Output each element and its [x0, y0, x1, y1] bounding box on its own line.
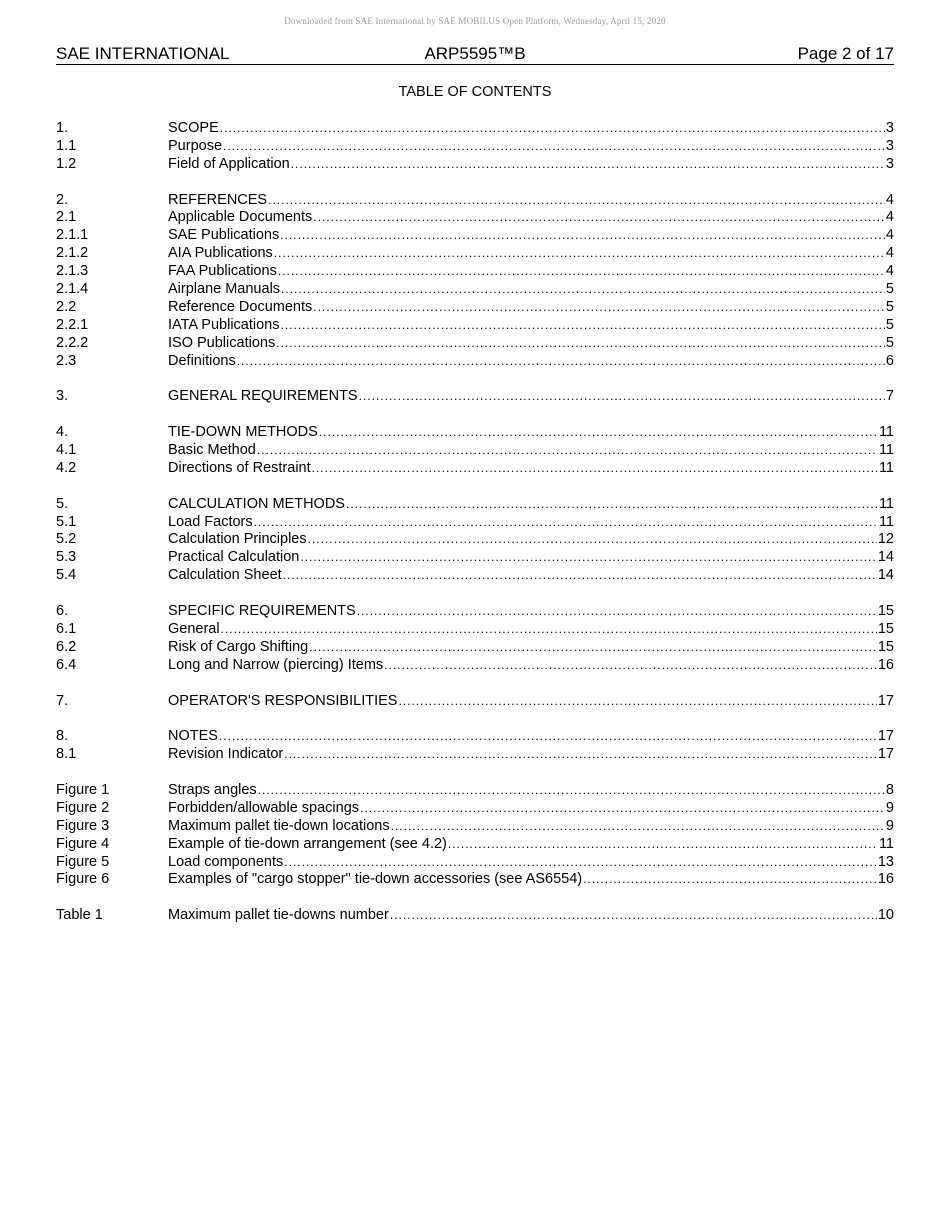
toc-dot-leader [220, 120, 885, 138]
toc-section-number: 6.2 [56, 638, 77, 655]
toc-dot-leader [237, 353, 885, 371]
toc-dot-leader [254, 514, 878, 532]
toc-entry[interactable] [168, 907, 894, 925]
toc-dot-leader [384, 657, 877, 675]
header-organization: SAE INTERNATIONAL [56, 44, 230, 63]
toc-dot-leader [276, 335, 885, 353]
toc-section-title[interactable]: Calculation Sheet [168, 567, 282, 584]
toc-section-title[interactable]: Definitions [168, 352, 236, 369]
toc-entry[interactable] [168, 353, 894, 371]
toc-section-number: 7. [56, 692, 69, 709]
toc-dot-leader [281, 317, 885, 335]
toc-dot-leader [313, 209, 885, 227]
toc-page-number[interactable]: 4 [885, 245, 894, 262]
toc-section-number: 5.3 [56, 549, 77, 566]
toc-dot-leader [283, 567, 877, 585]
toc-row[interactable] [56, 621, 894, 639]
toc-section-title[interactable]: SCOPE [168, 120, 219, 136]
toc-row[interactable] [56, 353, 894, 371]
toc-dot-leader [359, 388, 885, 406]
toc-dot-leader [448, 836, 878, 854]
toc-page-number[interactable]: 5 [885, 316, 894, 333]
toc-section-title[interactable]: General [168, 620, 220, 637]
toc-row[interactable] [56, 514, 894, 532]
toc-page-number[interactable]: 9 [885, 817, 894, 834]
toc-dot-leader [300, 549, 876, 567]
toc-section-title[interactable]: Maximum pallet tie-down locations [168, 817, 390, 834]
toc-entry[interactable] [168, 531, 894, 549]
toc-row[interactable] [56, 442, 894, 460]
toc-page-number[interactable]: 11 [878, 442, 894, 459]
toc-section-number: 2.2 [56, 298, 77, 315]
toc-section-number: 5.1 [56, 513, 77, 530]
toc-entry[interactable] [168, 317, 894, 335]
toc-dot-leader [346, 496, 878, 514]
toc-dot-leader [274, 245, 885, 263]
toc-page-number[interactable]: 13 [877, 853, 894, 870]
toc-section-number: 6. [56, 603, 69, 620]
toc-dot-leader [398, 693, 876, 711]
toc-section-number: 1.1 [56, 137, 77, 154]
toc-dot-leader [583, 871, 877, 889]
toc-entry[interactable] [168, 299, 894, 317]
toc-entry[interactable] [168, 156, 894, 174]
toc-dot-leader [258, 782, 885, 800]
toc-section-number: Figure 2 [56, 799, 110, 816]
toc-section-number: 2.1 [56, 209, 77, 226]
toc-section-number: 4.2 [56, 459, 77, 476]
toc-section-title[interactable]: Basic Method [168, 442, 256, 459]
toc-section-number: 8.1 [56, 746, 77, 763]
toc-row[interactable] [56, 549, 894, 567]
toc-page-number[interactable]: 9 [885, 799, 894, 816]
toc-page-number[interactable]: 4 [885, 227, 894, 244]
toc-section-title[interactable]: SPECIFIC REQUIREMENTS [168, 603, 356, 620]
toc-section-title[interactable]: Applicable Documents [168, 209, 313, 226]
toc-section-title[interactable]: Airplane Manuals [168, 281, 281, 298]
toc-row[interactable] [56, 854, 894, 872]
toc-page-number[interactable]: 16 [877, 656, 894, 673]
toc-section-number: 2.1.2 [56, 245, 89, 262]
toc-section-title[interactable]: GENERAL REQUIREMENTS [168, 388, 358, 405]
page-header [56, 44, 894, 65]
toc-section-number: 5.2 [56, 531, 77, 548]
toc-page-number[interactable]: 5 [885, 281, 894, 298]
toc-entry[interactable] [168, 245, 894, 263]
toc-row[interactable] [56, 871, 894, 889]
toc-entry[interactable] [168, 871, 894, 889]
toc-page-number[interactable]: 4 [885, 209, 894, 226]
toc-row[interactable] [56, 388, 894, 406]
toc-entry[interactable] [168, 603, 894, 621]
toc-section-number: Figure 5 [56, 853, 110, 870]
toc-section-number: Table 1 [56, 907, 103, 924]
toc-entry[interactable] [168, 549, 894, 567]
toc-dot-leader [281, 281, 885, 299]
toc-dot-leader [312, 460, 878, 478]
toc-page-number[interactable]: 17 [877, 728, 894, 745]
toc-dot-leader [308, 531, 877, 549]
toc-entry[interactable] [168, 639, 894, 657]
toc-entry[interactable] [168, 442, 894, 460]
toc-dot-leader [390, 907, 877, 925]
toc-page-number[interactable]: 3 [885, 120, 894, 136]
toc-section-number: 4.1 [56, 442, 77, 459]
toc-entry[interactable] [168, 728, 894, 746]
toc-page-number[interactable]: 5 [885, 334, 894, 351]
toc-row[interactable] [56, 299, 894, 317]
toc-entry[interactable] [168, 192, 894, 210]
toc-dot-leader [278, 263, 885, 281]
toc-entry[interactable] [168, 281, 894, 299]
toc-row[interactable] [56, 227, 894, 245]
toc-dot-leader [284, 854, 877, 872]
toc-dot-leader [391, 818, 885, 836]
toc-row[interactable] [56, 156, 894, 174]
toc-entry[interactable] [168, 263, 894, 281]
toc-section-number: 2.1.4 [56, 281, 89, 298]
toc-section-title[interactable]: Example of tie-down arrangement (see 4.2) [168, 835, 447, 852]
toc-entry[interactable] [168, 460, 894, 478]
toc-page-number[interactable]: 11 [878, 513, 894, 530]
toc-dot-leader [319, 424, 878, 442]
toc-entry[interactable] [168, 335, 894, 353]
toc-row[interactable] [56, 245, 894, 263]
toc-section-title[interactable]: Calculation Principles [168, 531, 307, 548]
toc-page-number[interactable]: 11 [878, 835, 894, 852]
toc-section-title[interactable]: AIA Publications [168, 245, 273, 262]
toc-dot-leader [309, 639, 877, 657]
download-watermark: Downloaded from SAE International by SAE MOBILUS Open Platform, Wednesday, April 15, 2020 [284, 16, 666, 26]
toc-section-number: 1. [56, 120, 69, 136]
toc-section-title[interactable]: Directions of Restraint [168, 459, 311, 476]
toc-section-title[interactable]: Practical Calculation [168, 549, 300, 566]
toc-page-number[interactable]: 8 [885, 781, 894, 798]
toc-page-number[interactable]: 3 [885, 137, 894, 154]
toc-dot-leader [313, 299, 885, 317]
toc-page-number[interactable]: 11 [878, 495, 894, 512]
toc-row[interactable] [56, 263, 894, 281]
toc-section-title[interactable]: NOTES [168, 728, 218, 745]
toc-section-number: 2.2.1 [56, 316, 89, 333]
toc-entry[interactable] [168, 424, 894, 442]
toc-page-number[interactable]: 7 [885, 388, 894, 405]
toc-section-title[interactable]: Revision Indicator [168, 746, 284, 763]
toc-section-title[interactable]: Maximum pallet tie-downs number [168, 907, 389, 924]
toc-page-number[interactable]: 14 [877, 549, 894, 566]
toc-row[interactable] [56, 209, 894, 227]
toc-page-number[interactable]: 11 [878, 424, 894, 441]
toc-row[interactable] [56, 496, 894, 514]
toc-row[interactable] [56, 281, 894, 299]
toc-section-title[interactable]: OPERATOR'S RESPONSIBILITIES [168, 692, 398, 709]
toc-section-number: 3. [56, 388, 69, 405]
toc-section-title[interactable]: SAE Publications [168, 227, 280, 244]
toc-row[interactable] [56, 800, 894, 818]
toc-dot-leader [219, 728, 877, 746]
toc-page-number[interactable]: 16 [877, 871, 894, 888]
toc-entry[interactable] [168, 800, 894, 818]
toc-dot-leader [221, 621, 877, 639]
toc-section-number: Figure 3 [56, 817, 110, 834]
toc-section-title[interactable]: Straps angles [168, 781, 257, 798]
toc-section-number: 5. [56, 495, 69, 512]
toc-section-number: 6.4 [56, 656, 77, 673]
toc-section-title[interactable]: Load Factors [168, 513, 253, 530]
toc-entry[interactable] [168, 657, 894, 675]
toc-row[interactable] [56, 567, 894, 585]
toc-dot-leader [291, 156, 885, 174]
toc-row[interactable] [56, 138, 894, 156]
toc-section-number: Figure 4 [56, 835, 110, 852]
toc-page-number[interactable]: 6 [885, 352, 894, 369]
toc-entry[interactable] [168, 746, 894, 764]
toc-row[interactable] [56, 317, 894, 335]
toc-section-title[interactable]: CALCULATION METHODS [168, 495, 345, 512]
toc-section-title[interactable]: REFERENCES [168, 191, 268, 208]
toc-row[interactable] [56, 603, 894, 621]
toc-dot-leader [284, 746, 877, 764]
toc-row[interactable] [56, 693, 894, 711]
toc-entry[interactable] [168, 138, 894, 156]
toc-section-title[interactable]: TIE-DOWN METHODS [168, 424, 318, 441]
toc-page-number[interactable]: 3 [885, 155, 894, 172]
toc-section-number: 2.1.1 [56, 227, 89, 244]
toc-entry[interactable] [168, 854, 894, 872]
toc-row[interactable] [56, 907, 894, 925]
toc-entry[interactable] [168, 388, 894, 406]
toc-page-number[interactable]: 14 [877, 567, 894, 584]
toc-dot-leader [357, 603, 877, 621]
toc-row[interactable] [56, 424, 894, 442]
toc-section-number: 2. [56, 191, 69, 208]
toc-row[interactable] [56, 531, 894, 549]
toc-section-number: 2.3 [56, 352, 77, 369]
toc-entry[interactable] [168, 693, 894, 711]
toc-section-number: 2.1.3 [56, 263, 89, 280]
toc-section-number: 1.2 [56, 155, 77, 172]
toc-dot-leader [360, 800, 885, 818]
toc-page-number[interactable]: 10 [877, 907, 894, 924]
toc-title: TABLE OF CONTENTS [398, 84, 552, 100]
toc-section-title[interactable]: Forbidden/allowable spacings [168, 799, 360, 816]
header-document-id: ARP5595™B [424, 44, 526, 63]
toc-page-number[interactable]: 12 [877, 531, 894, 548]
toc-section-title[interactable]: ISO Publications [168, 334, 276, 351]
toc-page-number[interactable]: 15 [877, 638, 894, 655]
toc-section-title[interactable]: Reference Documents [168, 298, 313, 315]
toc-row[interactable] [56, 818, 894, 836]
toc-entry[interactable] [168, 209, 894, 227]
toc-section-title[interactable]: Load components [168, 853, 284, 870]
toc-section-title[interactable]: Field of Application [168, 155, 290, 172]
toc-page-number[interactable]: 15 [877, 620, 894, 637]
toc-section-number: 2.2.2 [56, 334, 89, 351]
toc-page-number[interactable]: 4 [885, 191, 894, 208]
toc-entry[interactable] [168, 621, 894, 639]
toc-row[interactable] [56, 192, 894, 210]
toc-entry[interactable] [168, 496, 894, 514]
toc-row[interactable] [56, 782, 894, 800]
toc-section-number: Figure 1 [56, 781, 110, 798]
toc-row[interactable] [56, 335, 894, 353]
toc-section-title[interactable]: Long and Narrow (piercing) Items [168, 656, 384, 673]
toc-entry[interactable] [168, 514, 894, 532]
toc-row[interactable] [56, 657, 894, 675]
toc-page-number[interactable]: 4 [885, 263, 894, 280]
toc-entry[interactable] [168, 782, 894, 800]
toc-section-title[interactable]: Purpose [168, 137, 223, 154]
toc-page-number[interactable]: 17 [877, 692, 894, 709]
toc-dot-leader [223, 138, 885, 156]
toc-entry[interactable] [168, 567, 894, 585]
toc-entry[interactable] [168, 120, 894, 138]
toc-dot-leader [257, 442, 878, 460]
toc-row[interactable] [56, 120, 894, 138]
toc-section-number: 6.1 [56, 620, 77, 637]
toc-section-title[interactable]: FAA Publications [168, 263, 277, 280]
toc-section-title[interactable]: Risk of Cargo Shifting [168, 638, 309, 655]
header-page-number: Page 2 of 17 [797, 44, 894, 63]
toc-section-title[interactable]: Examples of "cargo stopper" tie-down accessories (see AS6554) [168, 871, 583, 888]
toc-row[interactable] [56, 639, 894, 657]
toc-entry[interactable] [168, 818, 894, 836]
toc-section-title[interactable]: IATA Publications [168, 316, 280, 333]
toc-section-number: 5.4 [56, 567, 77, 584]
toc-row[interactable] [56, 728, 894, 746]
toc-dot-leader [268, 192, 885, 210]
toc-page-number[interactable]: 17 [877, 746, 894, 763]
toc-section-number: 8. [56, 728, 69, 745]
toc-row[interactable] [56, 746, 894, 764]
toc-section-number: Figure 6 [56, 871, 110, 888]
toc-page-number[interactable]: 5 [885, 298, 894, 315]
toc-page-number[interactable]: 15 [877, 603, 894, 620]
toc-row[interactable] [56, 836, 894, 854]
table-of-contents [56, 120, 894, 925]
toc-entry[interactable] [168, 836, 894, 854]
toc-row[interactable] [56, 460, 894, 478]
toc-section-number: 4. [56, 424, 69, 441]
toc-page-number[interactable]: 11 [878, 459, 894, 476]
toc-dot-leader [280, 227, 885, 245]
toc-entry[interactable] [168, 227, 894, 245]
